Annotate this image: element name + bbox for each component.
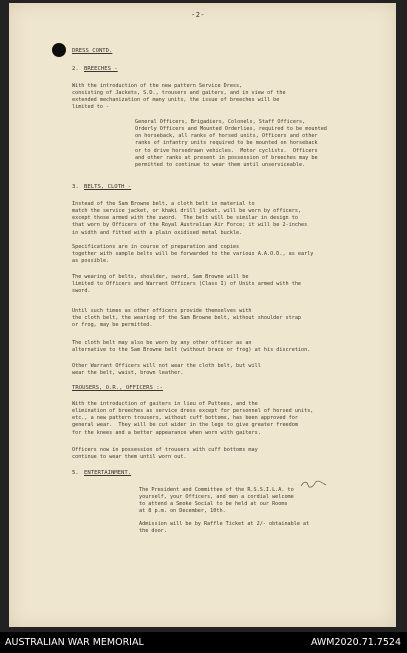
archive-footer	[0, 632, 407, 653]
section-title: BREECHES -	[84, 66, 118, 72]
paragraph: Until such times as other officers provide themselves with the cloth belt, the wearing of the Sam Browne belt, without shoulder strap or frog, may be permitted.	[72, 308, 302, 329]
document-page	[9, 3, 396, 627]
section-heading-trousers	[72, 385, 163, 391]
accession-number: AWM2020.71.7524	[310, 637, 401, 648]
section-title: TROUSERS, O.R., OFFICERS :-	[72, 385, 163, 391]
paragraph: The President and Committee of the R.S.S.I.L.A. to yourself, your Officers, and men a cordial welcome to attend a Smoke Social to be held at our Rooms at 8 p.m. on December, 10th.	[139, 487, 294, 515]
paragraph: Other Warrant Officers will not wear the cloth belt, but will wear the belt, waist, brown leather.	[72, 363, 261, 377]
paragraph: The wearing of belts, shoulder, sword, Sam Browne will be limited to Officers and Warrant Officers (Class I) of Units armed with the sword.	[72, 274, 302, 295]
institution-name: AUSTRALIAN WAR MEMORIAL	[5, 637, 144, 648]
paragraph: With the introduction of the new pattern Service Dress, consisting of Jackets, S.D., trousers and gaiters, and in view of the extended mechanization of many units, the issue of breeches will be limited to -	[72, 83, 286, 111]
paragraph: Specifications are in course of preparation and copies together with sample belts will be forwarded to the various A.A.O.D., as early as possible.	[72, 244, 314, 265]
section-heading-breeches	[72, 66, 118, 72]
section-number: 2.	[72, 66, 79, 72]
paragraph: Instead of the Sam Browne belt, a cloth belt in material to match the service jacket, or khaki drill jacket, will be worn by officers, except those armed with the sword. The belt will be similar in design to that worn by Officers of the Royal Australian Air Force; it will be 2-inches in width and fitted with a plain oxidised metal buckle.	[72, 201, 308, 236]
paragraph: Officers now in possession of trousers with cuff bottoms may continue to wear them until worn out.	[72, 447, 258, 461]
section-title: BELTS, CLOTH -	[84, 184, 132, 190]
section-heading-entertainment	[72, 470, 131, 476]
section-number: 5.	[72, 470, 79, 476]
paragraph: The cloth belt may also be worn by any other officer as an alternative to the Sam Browne belt (without brace or frog) at his discretion.	[72, 340, 311, 354]
page-number: -2-	[191, 11, 206, 19]
section-number: 3.	[72, 184, 79, 190]
paragraph: With the introduction of gaiters in lieu of Puttees, and the elimination of breeches as service dress except for personnel of horsed units, etc., a new pattern trousers, without cuff bottoms, has been approved for general wear. They will be cut wider in the legs to give greater freedom for the knees and a better appearance when worn with gaiters.	[72, 401, 314, 436]
punch-hole	[52, 43, 66, 57]
paragraph: Admission will be by Raffle Ticket at 2/- obtainable at the door.	[139, 521, 310, 535]
continued-heading: DRESS CONTD.	[72, 48, 113, 54]
section-heading-belts	[72, 184, 131, 190]
section-title: ENTERTAINMENT.	[84, 470, 132, 476]
paragraph: General Officers, Brigadiers, Colonels, Staff Officers, Orderly Officers and Mounted Orderlies, required to be mounted on horseback, all ranks of horsed units, Officers and other ranks of infantry units required to be mounted on horseback or to drive horsedrawn vehicles. Motor cyclists. Officers and other ranks at present in possession of breeches may be permitted to continue to wear them until unserviceable.	[135, 119, 327, 168]
handwritten-note-extend	[299, 479, 329, 489]
